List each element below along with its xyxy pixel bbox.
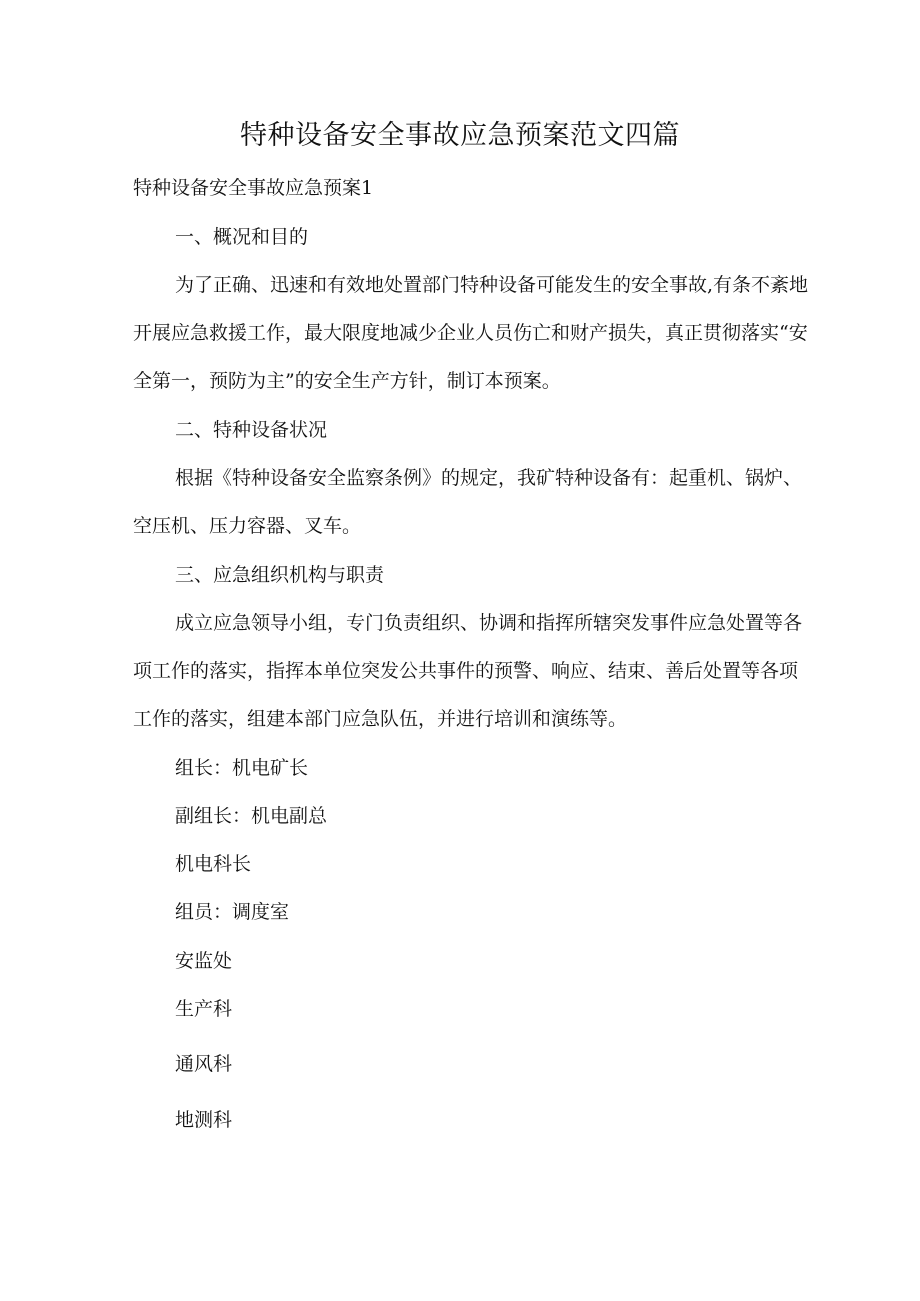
section-1-paragraph-line-3: 全第一，预防为主”的安全生产方针，制订本预案。 (133, 370, 561, 392)
section-1-paragraph-line-1: 为了正确、迅速和有效地处置部门特种设备可能发生的安全事故,有条不紊地 (175, 274, 809, 296)
section-3-paragraph-line-1: 成立应急领导小组，专门负责组织、协调和指挥所辖突发事件应急处置等各 (175, 612, 803, 634)
section-2-paragraph-line-2: 空压机、压力容器、叉车。 (133, 515, 362, 537)
section-3-paragraph-line-3: 工作的落实，组建本部门应急队伍，并进行培训和演练等。 (133, 708, 628, 730)
section-3-heading: 三、应急组织机构与职责 (175, 564, 385, 586)
deputy-leader-line-2: 机电科长 (175, 853, 252, 875)
member-line-3: 生产科 (175, 998, 233, 1020)
deputy-leader-line: 副组长：机电副总 (175, 805, 328, 827)
member-line-5: 地测科 (175, 1109, 233, 1131)
member-line-4: 通风科 (175, 1053, 233, 1075)
document-subtitle: 特种设备安全事故应急预案1 (133, 177, 374, 199)
member-line-2: 安监处 (175, 950, 233, 972)
document-title: 特种设备安全事故应急预案范文四篇 (240, 120, 680, 151)
leader-line: 组长：机电矿长 (175, 757, 309, 779)
members-line: 组员：调度室 (175, 901, 290, 923)
section-3-paragraph-line-2: 项工作的落实，指挥本单位突发公共事件的预警、响应、结束、善后处置等各项 (133, 660, 799, 682)
section-1-heading: 一、概况和目的 (175, 226, 309, 248)
section-2-heading: 二、特种设备状况 (175, 419, 328, 441)
section-2-paragraph-line-1: 根据《特种设备安全监察条例》的规定，我矿特种设备有：起重机、锅炉、 (175, 467, 803, 489)
section-1-paragraph-line-2: 开展应急救援工作，最大限度地减少企业人员伤亡和财产损失，真正贯彻落实“安 (133, 322, 808, 344)
